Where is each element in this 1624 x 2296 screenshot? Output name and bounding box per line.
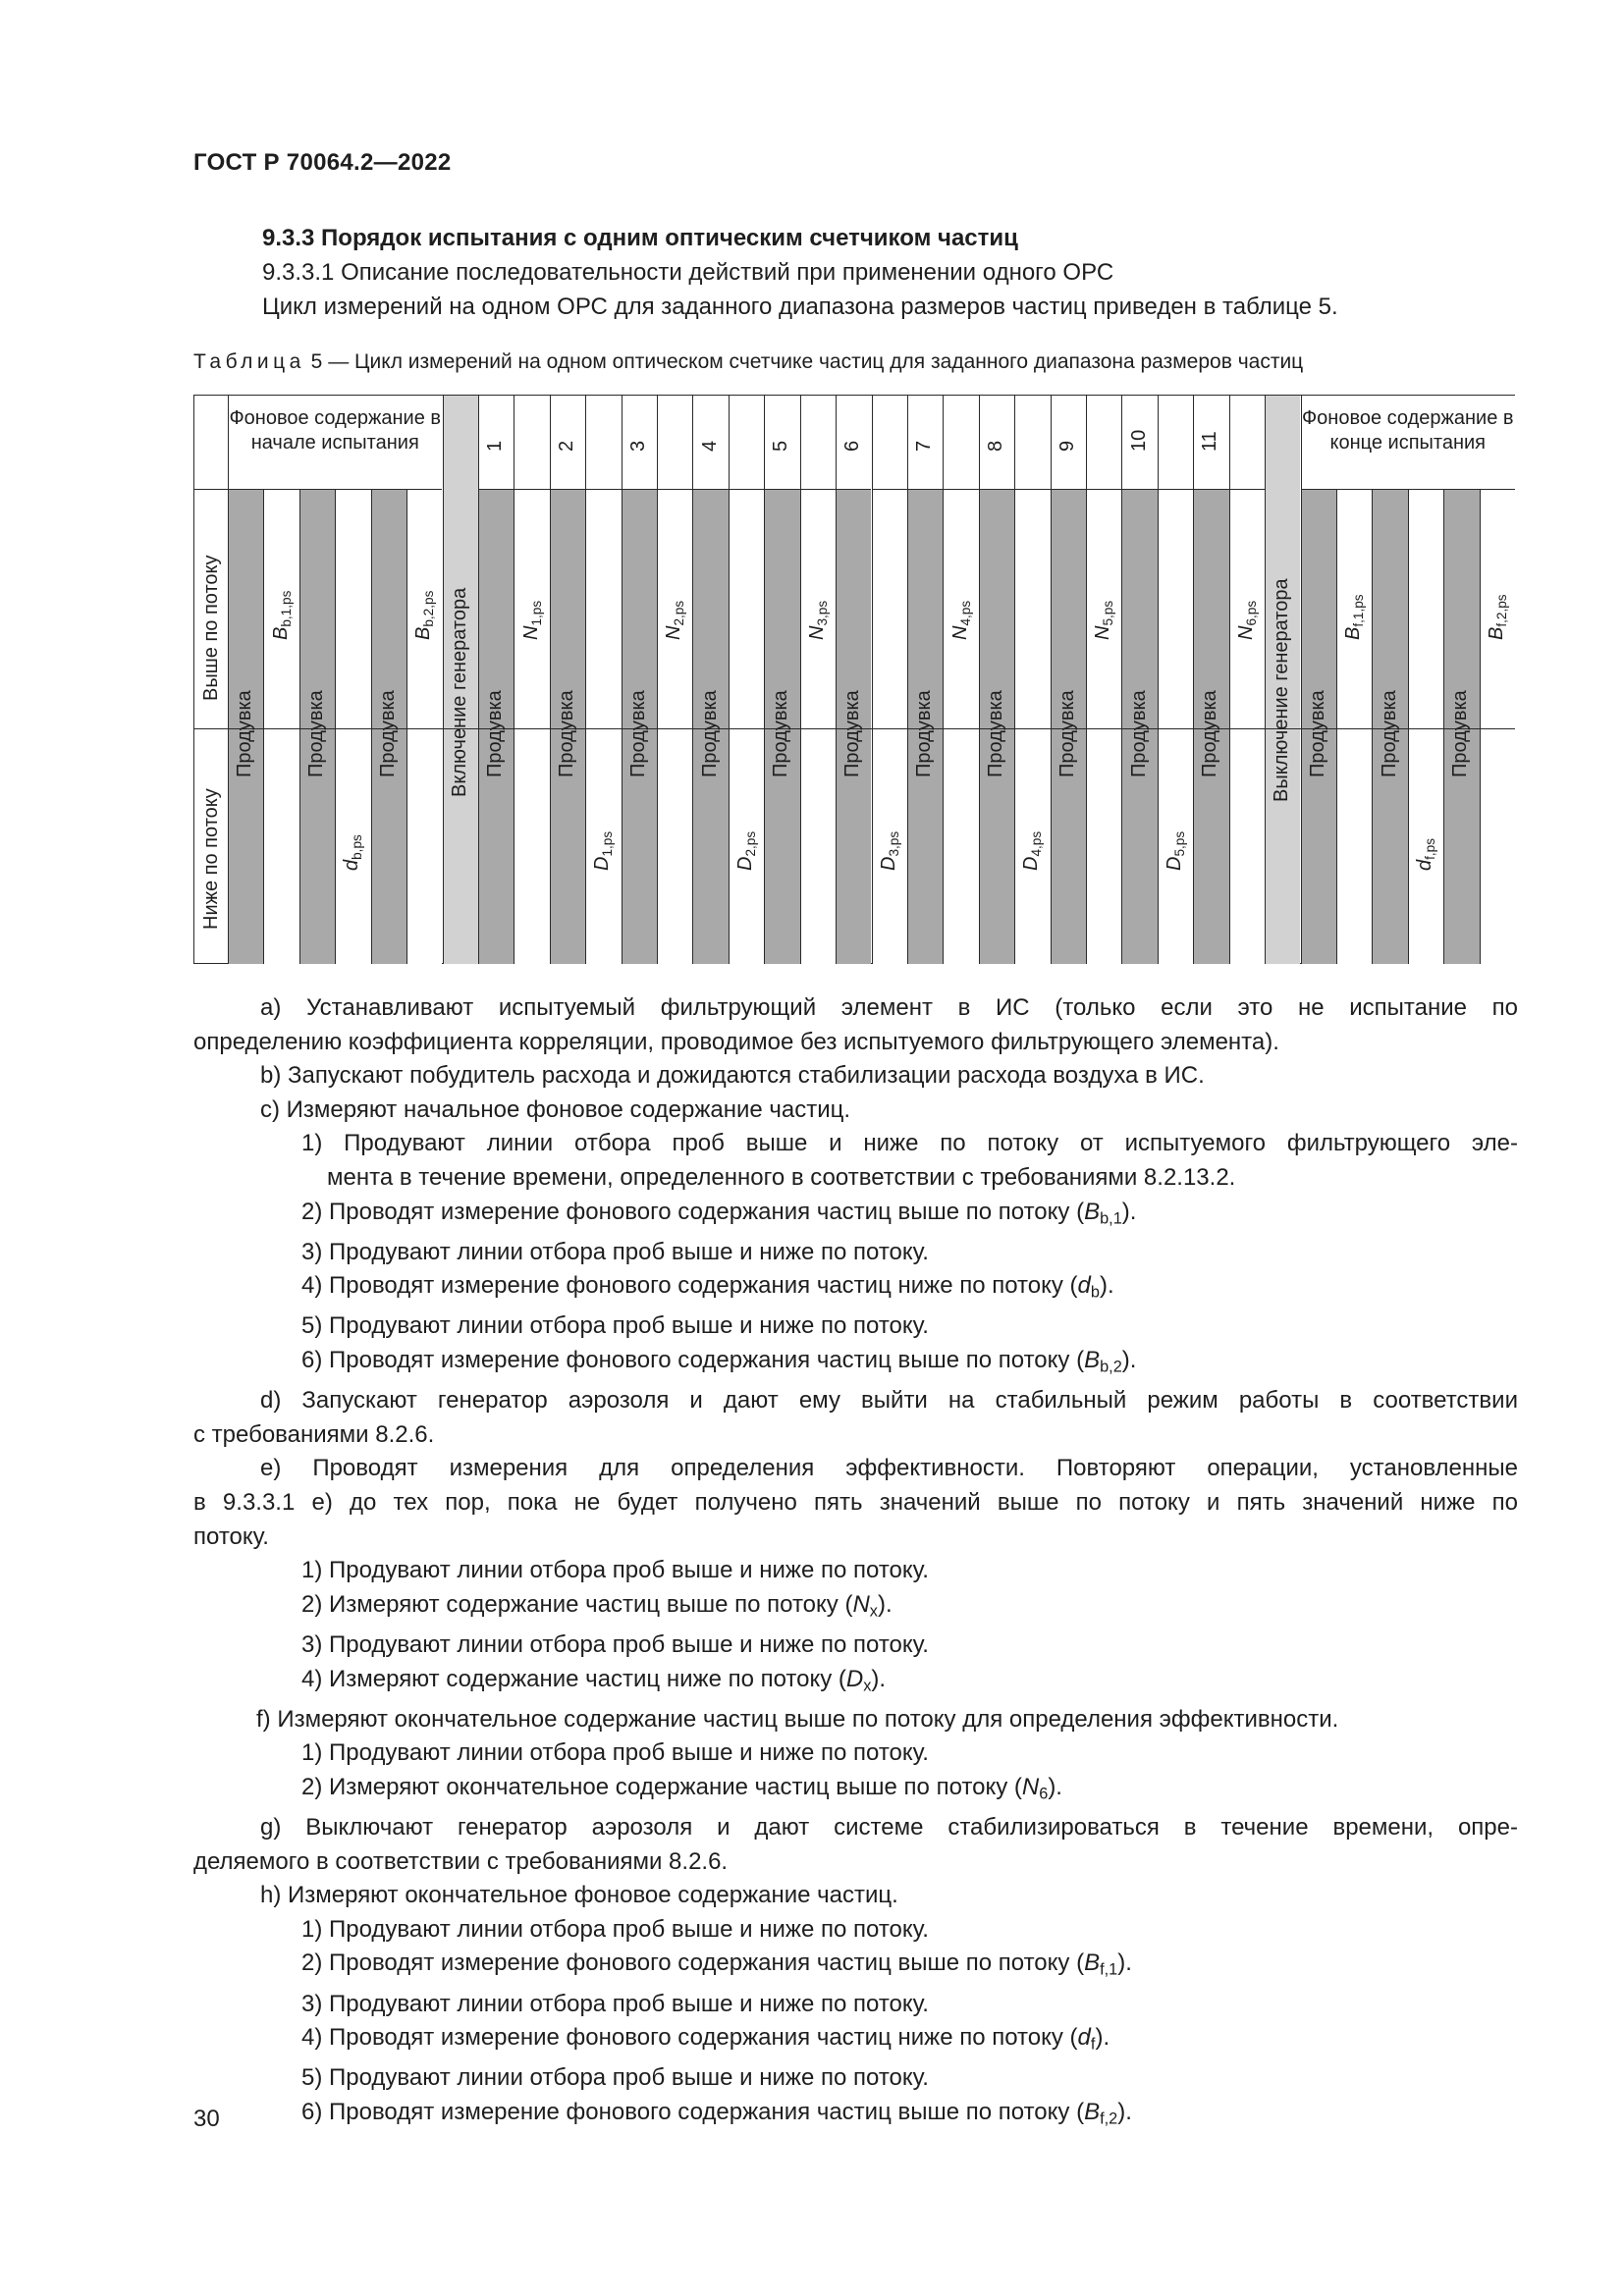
purge-label: Продувка <box>626 690 649 777</box>
upstream-label-f2-sub: f,2,ps <box>1493 594 1509 627</box>
upstream-label-b1-var: B <box>269 626 292 640</box>
generator-on-label: Включение генератора <box>448 587 470 797</box>
step-number-11: 11 <box>1199 431 1221 452</box>
upstream-label-n5-var: N <box>1092 625 1114 640</box>
step-c1-line1: 1) Продувают линии отбора проб выше и ниже по потоку от испытуемого фильтрующего эле- <box>301 1130 1518 1157</box>
step-e1: 1) Продувают линии отбора проб выше и ниже по потоку. <box>301 1557 929 1584</box>
downstream-label-db <box>342 834 363 871</box>
step-number-8: 8 <box>984 440 1006 452</box>
table-header-divider <box>872 395 873 489</box>
step-f2-end: ). <box>1048 1773 1062 1800</box>
downstream-label-d5-sub: 5,ps <box>1171 830 1187 857</box>
step-h1: 1) Продувают линии отбора проб выше и ниже по потоку. <box>301 1915 929 1943</box>
upstream-label-n6 <box>1236 601 1258 640</box>
table-column <box>585 489 621 964</box>
purge-label: Продувка <box>1449 690 1472 777</box>
step-h6-sub: f,2 <box>1100 2109 1118 2128</box>
step-h4-sub: f <box>1090 2035 1096 2054</box>
step-h4-text: 4) Проводят измерение фонового содержания частиц ниже по потоку ( <box>301 2024 1078 2052</box>
upstream-label-n3-var: N <box>805 625 828 640</box>
row-header-top-cell <box>193 395 228 489</box>
purge-label: Продувка <box>841 690 864 777</box>
downstream-label-d5 <box>1164 831 1186 871</box>
purge-label: Продувка <box>376 690 399 777</box>
step-e-line2: в 9.3.3.1 e) до тех пор, пока не будет получено пять значений выше по потоку и пять значений ниже по <box>193 1489 1518 1516</box>
purge-label: Продувка <box>1378 690 1400 777</box>
step-b: b) Запускают побудитель расхода и дожидаются стабилизации расхода воздуха в ИС. <box>260 1062 1205 1090</box>
table-caption-text: 5 — Цикл измерений на одном оптическом счетчике частиц для заданного диапазона размеров частиц <box>304 350 1304 373</box>
table-header-divider <box>943 395 944 489</box>
table-column <box>1480 489 1515 964</box>
step-c1-line2: мента в течение времени, определенного в соответствии с требованиями 8.2.13.2. <box>327 1163 1236 1191</box>
upstream-label-f1-sub: f,1,ps <box>1350 594 1366 627</box>
step-e4-var: D <box>845 1665 864 1692</box>
step-e4 <box>193 1663 1518 1703</box>
downstream-label-d2-sub: 2,ps <box>742 830 758 857</box>
table-column <box>1014 489 1050 964</box>
background-start-header: Фоновое содержание в начале испытания <box>229 407 442 454</box>
step-number-3: 3 <box>626 440 649 452</box>
upstream-label-f2 <box>1487 594 1508 640</box>
step-c3: 3) Продувают линии отбора проб выше и ниже по потоку. <box>301 1238 929 1265</box>
table-caption-label: Таблица <box>193 350 305 373</box>
step-a-line1: a) Устанавливают испытуемый фильтрующий элемент в ИС (только если это не испытание по <box>260 994 1518 1021</box>
downstream-label-d5-var: D <box>1164 856 1186 871</box>
step-h6-end: ). <box>1117 2098 1132 2125</box>
table-column <box>1086 489 1121 964</box>
step-f1: 1) Продувают линии отбора проб выше и ниже по потоку. <box>301 1739 929 1767</box>
table-column <box>406 489 442 964</box>
step-e4-text: 4) Измеряют содержание частиц ниже по потоку ( <box>301 1665 846 1692</box>
section-intro: Цикл измерений на одном ОРС для заданного диапазона размеров частиц приведен в таблице 5. <box>262 294 1338 320</box>
step-c5: 5) Продувают линии отбора проб выше и ниже по потоку. <box>301 1312 929 1340</box>
step-number-9: 9 <box>1056 440 1078 452</box>
upstream-label-n4 <box>950 601 972 640</box>
step-h2-var: B <box>1084 1949 1101 1977</box>
downstream-label-db-sub: b,ps <box>350 834 365 860</box>
step-h2-end: ). <box>1117 1949 1132 1977</box>
upstream-label-f1 <box>1343 594 1365 640</box>
step-d-line1: d) Запускают генератор аэрозоля и дают ему выйти на стабильный режим работы в соответствии <box>260 1387 1518 1415</box>
table-column <box>263 489 298 964</box>
step-c: c) Измеряют начальное фоновое содержание частиц. <box>260 1095 851 1123</box>
step-number-4: 4 <box>698 440 721 452</box>
step-c2-text: 2) Проводят измерение фонового содержания частиц выше по потоку ( <box>301 1198 1085 1225</box>
step-h4 <box>193 2021 1518 2061</box>
step-e2-sub: x <box>869 1602 878 1621</box>
table-header-divider <box>1086 395 1087 489</box>
step-g-line1: g) Выключают генератор аэрозоля и дают системе стабилизироваться в течение времени, опре- <box>260 1814 1518 1842</box>
step-number-6: 6 <box>841 440 864 452</box>
purge-label: Продувка <box>234 690 256 777</box>
step-number-7: 7 <box>913 440 936 452</box>
downstream-label-d3 <box>879 831 900 871</box>
step-h2-text: 2) Проводят измерение фонового содержания частиц выше по потоку ( <box>301 1949 1085 1977</box>
upstream-label-f2-var: B <box>1485 626 1507 640</box>
upstream-label-n3-sub: 3,ps <box>814 600 830 626</box>
step-f2-sub: 6 <box>1039 1785 1049 1803</box>
table-header-divider <box>1014 395 1015 489</box>
section-title: 9.3.3 Порядок испытания с одним оптическим счетчиком частиц <box>262 225 1018 251</box>
upstream-label-n4-sub: 4,ps <box>957 600 973 626</box>
page-number: 30 <box>193 2106 220 2132</box>
downstream-label-d1-var: D <box>591 856 614 871</box>
downstream-label-df-var: d <box>1413 859 1435 871</box>
table-header-divider <box>1158 395 1159 489</box>
procedure-list <box>193 991 1518 2136</box>
step-h6-text: 6) Проводят измерение фонового содержания частиц выше по потоку ( <box>301 2098 1085 2125</box>
downstream-label-db-var: d <box>341 859 363 871</box>
table-column <box>1229 489 1265 964</box>
purge-label: Продувка <box>984 690 1006 777</box>
step-h: h) Измеряют окончательное фоновое содержание частиц. <box>260 1882 898 1909</box>
upstream-label-n6-sub: 6,ps <box>1243 600 1259 626</box>
step-h2 <box>193 1947 1518 1987</box>
step-e4-end: ). <box>871 1665 887 1692</box>
upstream-label-b2-sub: b,2,ps <box>421 590 437 627</box>
table-column <box>800 489 836 964</box>
row-label-downstream: Ниже по потоку <box>199 788 222 930</box>
purge-label: Продувка <box>1199 690 1221 777</box>
table-column <box>1336 489 1372 964</box>
table-column <box>729 489 764 964</box>
purge-label: Продувка <box>1056 690 1078 777</box>
step-e2 <box>193 1588 1518 1629</box>
step-c2-end: ). <box>1121 1198 1137 1225</box>
downstream-label-d2 <box>735 831 757 871</box>
table-header-divider <box>1229 395 1230 489</box>
step-g-line2: деляемого в соответствии с требованиями 8.2.6. <box>193 1847 729 1875</box>
step-c4-end: ). <box>1099 1272 1114 1300</box>
step-c6-var: B <box>1084 1347 1101 1374</box>
downstream-label-d1-sub: 1,ps <box>600 830 616 857</box>
table-header-divider <box>729 395 730 489</box>
step-h4-end: ). <box>1095 2024 1110 2052</box>
upstream-label-b2-var: B <box>412 626 435 640</box>
step-number-5: 5 <box>770 440 792 452</box>
table-column <box>872 489 907 964</box>
downstream-label-d1 <box>592 831 614 871</box>
row-label-upstream: Выше по потоку <box>199 555 222 701</box>
table-column <box>335 489 370 964</box>
downstream-label-d4 <box>1021 831 1043 871</box>
upstream-label-n5 <box>1093 601 1114 640</box>
step-h3: 3) Продувают линии отбора проб выше и ниже по потоку. <box>301 1990 929 2017</box>
upstream-label-n1-var: N <box>519 625 542 640</box>
table-column <box>657 489 692 964</box>
upstream-label-n1 <box>521 601 543 640</box>
step-f2 <box>193 1771 1518 1811</box>
step-c4-sub: b <box>1090 1283 1100 1302</box>
purge-label: Продувка <box>698 690 721 777</box>
downstream-label-d3-sub: 3,ps <box>886 830 901 857</box>
step-c2-var: B <box>1084 1198 1101 1225</box>
purge-label: Продувка <box>1306 690 1328 777</box>
upstream-label-n2 <box>664 601 685 640</box>
table-header-divider <box>585 395 586 489</box>
purge-label: Продувка <box>555 690 577 777</box>
step-h2-sub: f,1 <box>1100 1960 1118 1979</box>
step-h6-var: B <box>1084 2098 1101 2125</box>
section-subtitle: 9.3.3.1 Описание последовательности действий при применении одного ОРС <box>262 259 1114 286</box>
downstream-label-d4-sub: 4,ps <box>1029 830 1045 857</box>
downstream-label-d2-var: D <box>734 856 757 871</box>
step-d-line2: с требованиями 8.2.6. <box>193 1420 435 1448</box>
table-column <box>514 489 549 964</box>
step-c2-sub: b,1 <box>1100 1209 1122 1228</box>
step-h4-var: d <box>1077 2024 1091 2052</box>
step-e-line1: e) Проводят измерения для определения эффективности. Повторяют операции, установленные <box>260 1455 1518 1482</box>
generator-off-label: Выключение генератора <box>1271 578 1293 802</box>
step-e2-text: 2) Измеряют содержание частиц выше по потоку ( <box>301 1590 853 1618</box>
step-number-2: 2 <box>555 440 577 452</box>
upstream-label-n5-sub: 5,ps <box>1101 600 1115 626</box>
upstream-label-n4-var: N <box>948 625 971 640</box>
table-column <box>943 489 978 964</box>
downstream-label-df <box>1415 838 1436 871</box>
step-c6-end: ). <box>1121 1347 1137 1374</box>
purge-label: Продувка <box>305 690 328 777</box>
step-f2-text: 2) Измеряют окончательное содержание частиц выше по потоку ( <box>301 1773 1022 1800</box>
upstream-label-f1-var: B <box>1342 626 1365 640</box>
downstream-label-d4-var: D <box>1020 856 1043 871</box>
step-e3: 3) Продувают линии отбора проб выше и ниже по потоку. <box>301 1630 929 1658</box>
step-h5: 5) Продувают линии отбора проб выше и ниже по потоку. <box>301 2064 929 2092</box>
step-number-1: 1 <box>484 440 507 452</box>
step-c6-sub: b,2 <box>1100 1358 1122 1376</box>
table-caption <box>193 350 1303 374</box>
step-f2-var: N <box>1021 1773 1040 1800</box>
step-c4-text: 4) Проводят измерение фонового содержания частиц ниже по потоку ( <box>301 1272 1078 1300</box>
step-h6 <box>193 2096 1518 2136</box>
downstream-label-df-sub: f,ps <box>1422 837 1437 860</box>
upstream-label-b2 <box>413 591 435 640</box>
step-e4-sub: x <box>863 1677 872 1695</box>
step-c6-text: 6) Проводят измерение фонового содержания частиц выше по потоку ( <box>301 1347 1085 1374</box>
upstream-label-n2-sub: 2,ps <box>672 600 686 626</box>
downstream-label-d3-var: D <box>877 856 899 871</box>
step-number-10: 10 <box>1127 429 1150 452</box>
upstream-label-n2-var: N <box>663 625 685 640</box>
table-column <box>1158 489 1193 964</box>
background-end-header: Фоновое содержание в конце испытания <box>1301 407 1514 454</box>
step-e-line3: потоку. <box>193 1522 269 1550</box>
purge-label: Продувка <box>1127 690 1150 777</box>
document-header: ГОСТ Р 70064.2—2022 <box>193 149 452 176</box>
table-column <box>1408 489 1443 964</box>
measurement-cycle-table <box>193 395 1515 964</box>
upstream-label-b1-sub: b,1,ps <box>278 590 294 627</box>
table-header-divider <box>657 395 658 489</box>
step-f: f) Измеряют окончательное содержание частиц выше по потоку для определения эффективности. <box>256 1705 1339 1733</box>
table-header-divider <box>800 395 801 489</box>
step-e2-var: N <box>852 1590 870 1618</box>
step-c4 <box>193 1269 1518 1309</box>
upstream-label-n1-sub: 1,ps <box>528 600 544 626</box>
purge-label: Продувка <box>484 690 507 777</box>
upstream-label-b1 <box>271 591 293 640</box>
step-c6 <box>193 1344 1518 1384</box>
upstream-label-n3 <box>807 601 829 640</box>
purge-label: Продувка <box>770 690 792 777</box>
step-e2-end: ). <box>877 1590 893 1618</box>
step-a-line2: определению коэффициента корреляции, проводимое без испытуемого фильтрующего элемента). <box>193 1028 1279 1055</box>
step-c2 <box>193 1196 1518 1236</box>
step-c4-var: d <box>1077 1272 1091 1300</box>
upstream-label-n6-var: N <box>1234 625 1257 640</box>
purge-label: Продувка <box>913 690 936 777</box>
